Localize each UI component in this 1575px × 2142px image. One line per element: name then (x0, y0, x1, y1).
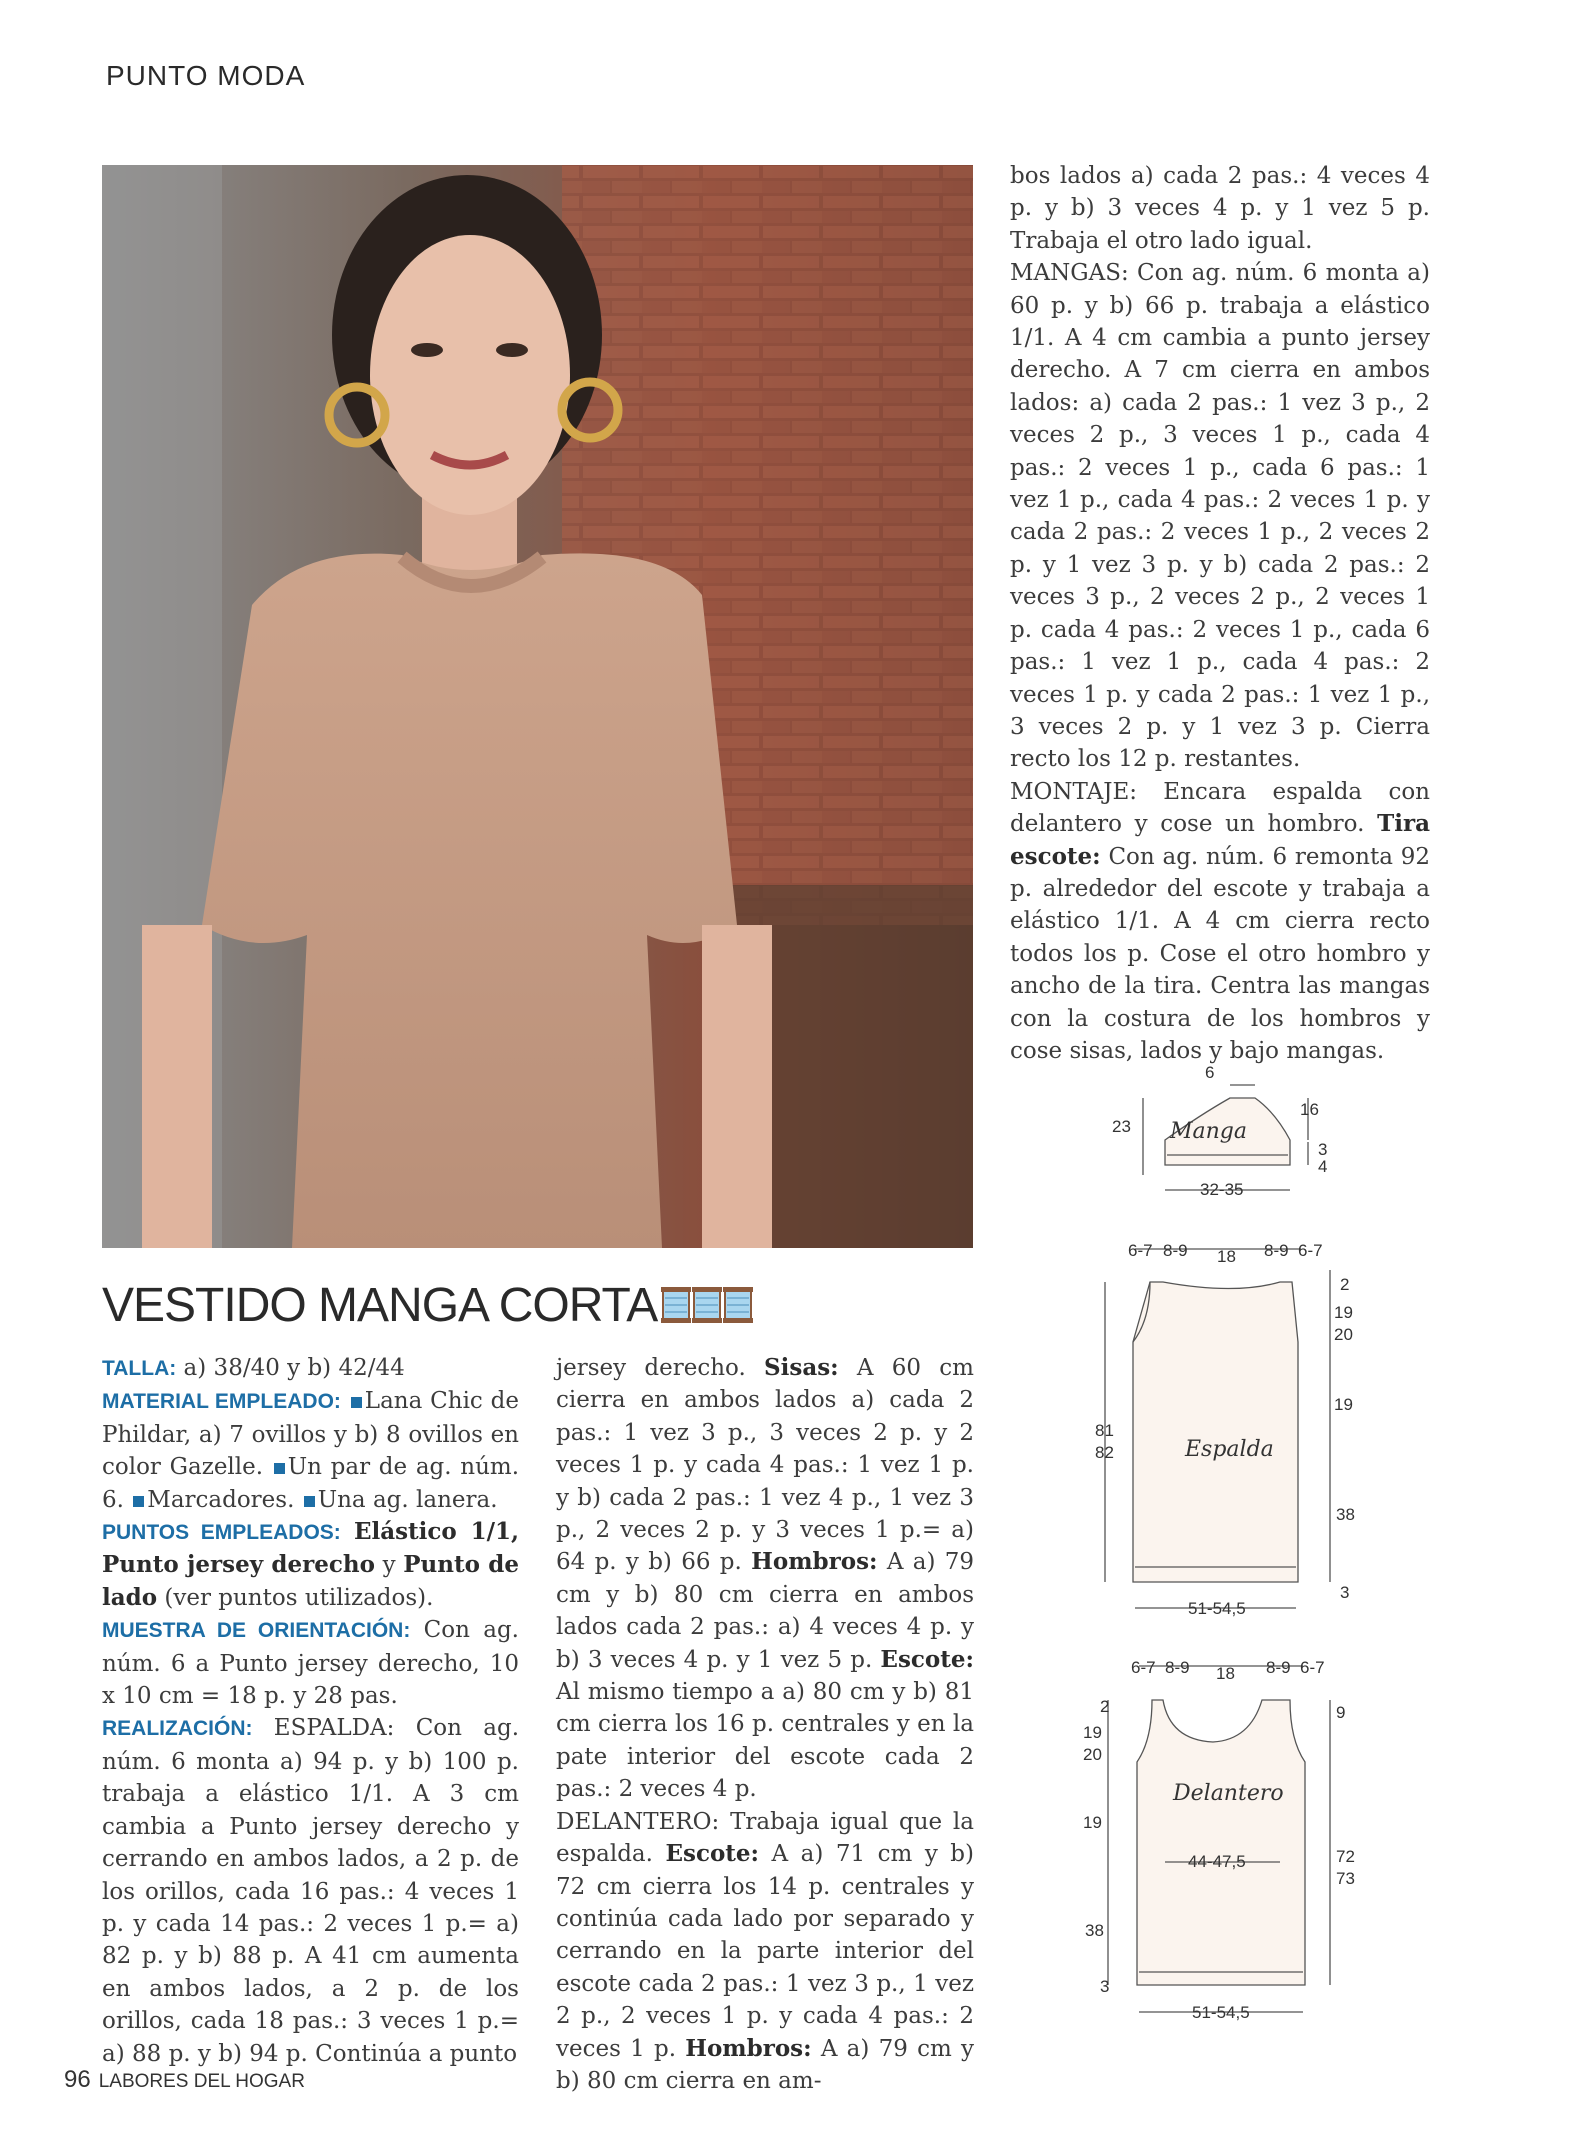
espalda-r-2: 2 (1340, 1275, 1350, 1294)
manga-top: 6 (1205, 1063, 1215, 1082)
back-shoulder-cont: bos lados a) cada 2 pas.: 4 veces 4 p. y b) 3 veces 4 p. y 1 vez 5 p. Trabaja el otro lado igual. (1010, 163, 1430, 254)
delantero-l-3: 3 (1100, 1977, 1110, 1996)
espalda-r-3: 3 (1340, 1583, 1350, 1602)
puntos-stitch-2: Punto de lado (102, 1551, 519, 1611)
delantero-top-c: 18 (1216, 1664, 1235, 1683)
manga-cuff-a: 3 (1318, 1140, 1328, 1159)
delantero-l-19b: 19 (1083, 1813, 1102, 1832)
espalda-r-19: 19 (1334, 1303, 1353, 1322)
sisas-heading: Sisas: (764, 1354, 839, 1381)
page-footer (64, 2066, 305, 2094)
tira-heading: Tira escote: (1010, 810, 1430, 870)
espalda-r-19b: 19 (1334, 1395, 1353, 1414)
delantero-top-l2: 8-9 (1165, 1658, 1190, 1677)
espalda-top-c: 18 (1217, 1247, 1236, 1266)
delantero-label: Delantero (1173, 1781, 1284, 1806)
espalda-top-l2: 8-9 (1163, 1241, 1188, 1260)
realizacion-heading: REALIZACIÓN: (102, 1717, 253, 1741)
sisas-text: A 60 cm cierra en ambos lados a) cada 2 pas.: 1 vez 3 p., 3 veces 2 p. y 2 veces 1 p. y cada 4 pas.: 1 vez 1 p. y b) cada 2 pas.: 1 vez 4 p., 1 vez 3 p., 2 veces 2 p. y 3 veces 1 p.= a) 64 p. y b) 66 p. (556, 1355, 974, 1576)
delantero-top-l: 6-7 (1131, 1658, 1156, 1677)
puntos-stitch-1: Elástico 1/1, Punto jersey derecho (102, 1518, 520, 1579)
material-yarn: Lana Chic de Phildar, a) 7 ovillos y b) 8 ovillos en color Gazelle. (102, 1388, 519, 1481)
escote-heading: Escote: (880, 1645, 974, 1673)
pattern-title-text: VESTIDO MANGA CORTA (102, 1279, 658, 1332)
delantero-width: 51-54,5 (1192, 2003, 1250, 2022)
espalda-width: 51-54,5 (1188, 1599, 1246, 1618)
puntos-heading: PUNTOS EMPLEADOS: (102, 1521, 341, 1545)
talla-text: a) 38/40 y b) 42/44 (176, 1355, 405, 1381)
delantero-l-19: 19 (1083, 1723, 1102, 1742)
delantero-r-9: 9 (1336, 1703, 1346, 1722)
manga-label: Manga (1170, 1119, 1248, 1144)
escote-text: Al mismo tiempo a a) 80 cm y b) 81 cm cierra los 16 p. centrales y en la pate interior del escote cada 2 pas.: 2 veces 4 p. (556, 1679, 974, 1803)
hombros-heading: Hombros: (751, 1548, 878, 1576)
section-label: PUNTO MODA (106, 60, 306, 91)
espalda-top-r: 8-9 (1264, 1241, 1289, 1260)
espalda-top-r2: 6-7 (1298, 1241, 1323, 1260)
muestra-text: Con ag. núm. 6 a Punto jersey derecho, 10 x 10 cm = 18 p. y 28 pas. (102, 1617, 519, 1710)
puntos-and: y (374, 1552, 404, 1579)
espalda-top-l: 6-7 (1128, 1241, 1153, 1260)
manga-cuff-b: 4 (1318, 1157, 1328, 1176)
delantero-mid: 44-47,5 (1188, 1852, 1246, 1871)
muestra-heading: MUESTRA DE ORIENTACIÓN: (102, 1619, 411, 1643)
espalda-label: Espalda (1185, 1437, 1274, 1462)
jersey-cont: jersey derecho. (556, 1355, 765, 1381)
puntos-note: (ver puntos utilizados). (157, 1584, 434, 1611)
delantero-l-20: 20 (1083, 1745, 1102, 1764)
delantero-top-r: 8-9 (1266, 1658, 1291, 1677)
material-tapestry-needle: Una ag. lanera. (317, 1486, 498, 1513)
espalda-r-38: 38 (1336, 1505, 1355, 1524)
hombros-front-text: A a) 79 cm y b) 80 cm cierra en am- (556, 2035, 974, 2094)
montaje-text: MONTAJE: Encara espalda con delantero y cose un hombro. (1010, 778, 1430, 838)
material-heading: MATERIAL EMPLEADO: (102, 1390, 341, 1414)
delantero-text: DELANTERO: Trabaja igual que la espalda. (556, 1808, 974, 1868)
delantero-r-72: 72 (1336, 1847, 1355, 1866)
talla-heading: TALLA: (102, 1357, 177, 1380)
hombros-front-heading: Hombros: (685, 2034, 812, 2062)
manga-cap: 16 (1300, 1100, 1319, 1119)
page-number: 96 (64, 2066, 91, 2093)
delantero-l-2: 2 (1100, 1697, 1110, 1716)
escote-front-text: A a) 71 cm y b) 72 cm cierra los 14 p. centrales y continúa cada lado por separado y cerrando en la parte interior del escote cada 2 pas.: 1 vez 3 p., 1 vez 2 p., 2 veces 1 p. y cada 4 pas.: 2 veces 1 p. (556, 1841, 975, 2062)
espalda-l-82: 82 (1095, 1443, 1114, 1462)
delantero-r-73: 73 (1336, 1869, 1355, 1888)
mangas-text: MANGAS: Con ag. núm. 6 monta a) 60 p. y b) 66 p. trabaja a elástico 1/1. A 4 cm cambia a punto jersey derecho. A 7 cm cierra en ambos lados: a) cada 2 pas.: 1 vez 3 p., 2 veces 2 p., 3 veces 1 p., cada 4 pas.: 2 veces 1 p., cada 6 pas.: 1 vez 1 p., cada 4 pas.: 2 veces 1 p. y cada 2 pas.: 2 veces 1 p., 2 veces 2 p. y 1 vez 3 p. y b) cada 2 pas.: 2 veces 3 p., 2 veces 2 p., 2 veces 1 p. cada 4 pas.: 2 veces 1 p., cada 6 pas.: 1 vez 1 p., cada 4 pas.: 2 veces 1 p. y cada 2 pas.: 1 vez 1 p., 3 veces 2 p. y 1 vez 3 p. Cierra recto los 12 p. restantes. (1010, 260, 1430, 773)
espalda-l-81: 81 (1095, 1421, 1114, 1440)
escote-front-heading: Escote: (665, 1840, 760, 1868)
espalda-text: ESPALDA: Con ag. núm. 6 monta a) 94 p. y b) 100 p. trabaja a elástico 1/1. A 3 cm cambia a Punto jersey derecho y cerrando en ambos lados, a 2 p. de los orillos, cada 16 pas.: 4 veces 1 p. y cada 14 pas.: 2 veces 1 p.= a) 82 p. y b) 88 p. A 41 cm aumenta en ambos lados, a 2 p. de los orillos, cada 18 pas.: 3 veces 1 p.= a) 88 p. y b) 94 p. Continúa a punto (102, 1715, 519, 2067)
material-needles: Un par de ag. núm. 6. (102, 1454, 520, 1513)
material-markers: Marcadores. (147, 1486, 295, 1513)
tira-text: Con ag. núm. 6 remonta 92 p. alrededor del escote y trabaja a elástico 1/1. A 4 cm cierra recto todos los p. Cose el otro hombro y ancho de la tira. Centra las mangas con la costura de los hombros y cose sisas, lados y bajo mangas. (1010, 843, 1430, 1064)
magazine-name: LABORES DEL HOGAR (98, 2071, 305, 2092)
manga-height: 23 (1112, 1117, 1131, 1136)
hombros-text: A a) 79 cm y b) 80 cm cierra en ambos lados cada 2 pas.: a) 4 veces 4 p. y b) 3 veces 4 p. y 1 vez 5 p. (556, 1549, 974, 1673)
delantero-l-38: 38 (1085, 1921, 1104, 1940)
espalda-r-20: 20 (1334, 1325, 1353, 1344)
delantero-top-r2: 6-7 (1300, 1658, 1325, 1677)
manga-width: 32-35 (1200, 1180, 1244, 1199)
